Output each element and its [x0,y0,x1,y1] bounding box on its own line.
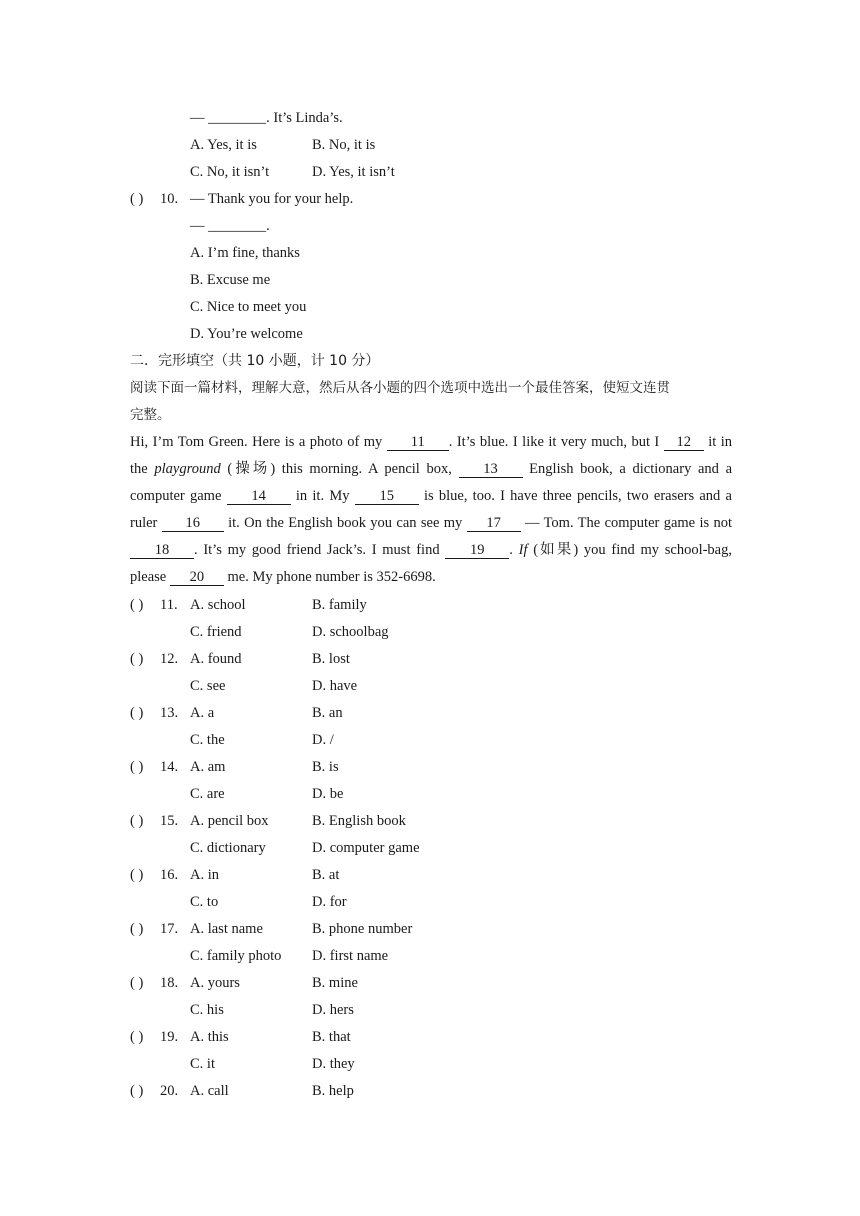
blank-17: 17 [467,515,521,532]
q9-option-c: C. No, it isn’t [190,164,270,180]
option-a: A. a [190,705,215,721]
question-number: 14. [160,759,179,775]
question-number: 15. [160,813,179,829]
question-number: 18. [160,975,179,991]
playground-word: playground [154,461,221,477]
blank-13: 13 [459,461,523,478]
option-d: D. first name [312,948,389,964]
answer-paren: ( ) [130,813,144,829]
q10-answer-paren: ( ) [130,191,144,207]
answer-paren: ( ) [130,1083,144,1099]
q10-option-d: D. You’re welcome [190,326,303,342]
blank-16: 16 [162,515,224,532]
option-b: B. mine [312,975,358,991]
option-d: D. have [312,678,358,694]
blank-19: 19 [445,542,509,559]
q10-number: 10. [160,191,179,207]
blank-14: 14 [227,488,291,505]
answer-paren: ( ) [130,1029,144,1045]
option-d: D. schoolbag [312,624,389,640]
answer-paren: ( ) [130,867,144,883]
answer-paren: ( ) [130,651,144,667]
option-b: B. family [312,597,367,613]
question-number: 19. [160,1029,179,1045]
q9-option-d: D. Yes, it isn’t [312,164,395,180]
blank-12: 12 [664,434,704,451]
blank-15: 15 [355,488,419,505]
question-number: 20. [160,1083,179,1099]
answer-paren: ( ) [130,975,144,991]
option-a: A. am [190,759,226,775]
if-word: If [518,542,528,558]
option-d: D. / [312,732,334,748]
option-b: B. an [312,705,343,721]
section-instructions-1: 阅读下面一篇材料，理解大意，然后从各小题的四个选项中选出一个最佳答案，使短文连贯 [130,380,670,396]
option-a: A. school [190,597,246,613]
q10-answer-line: — ________. [190,218,270,234]
option-a: A. this [190,1029,229,1045]
option-b: B. lost [312,651,350,667]
q10-option-c: C. Nice to meet you [190,299,307,315]
answer-paren: ( ) [130,759,144,775]
question-number: 16. [160,867,179,883]
option-c: C. friend [190,624,242,640]
option-b: B. English book [312,813,406,829]
q9-option-a: A. Yes, it is [190,137,257,153]
question-number: 13. [160,705,179,721]
q9-answer-line: — ________. It’s Linda’s. [190,110,343,126]
section-instructions-2: 完整。 [130,407,171,423]
option-d: D. be [312,786,344,802]
option-d: D. computer game [312,840,420,856]
answer-paren: ( ) [130,921,144,937]
answer-paren: ( ) [130,597,144,613]
q10-option-b: B. Excuse me [190,272,271,288]
answer-paren: ( ) [130,705,144,721]
q10-option-a: A. I’m fine, thanks [190,245,300,261]
q10-prompt: — Thank you for your help. [190,191,354,207]
option-c: C. the [190,732,225,748]
question-number: 12. [160,651,179,667]
option-b: B. phone number [312,921,413,937]
option-b: B. at [312,867,340,883]
blank-20: 20 [170,569,224,586]
option-a: A. yours [190,975,240,991]
q9-option-b: B. No, it is [312,137,376,153]
option-a: A. found [190,651,242,667]
option-d: D. for [312,894,347,910]
cloze-passage: Hi, I’m Tom Green. Here is a photo of my 11 . It’s blue. I like it very much, but I 12 it in the playground (操场) this morning. A pencil box, 13 English book, a dictionary and a computer game 14 in it. My 15 is blue, too. I have three pencils, two erasers and a ruler 16 it. On the English book you can see my 17 — Tom. The computer game is not 18 . It’s my good friend Jack’s. I must find 19 . If (如果) you find my school-bag, please 20 me. My phone number is 352-6698. [130,434,733,585]
option-c: C. to [190,894,219,910]
option-c: C. dictionary [190,840,266,856]
option-b: B. help [312,1083,354,1099]
option-a: A. last name [190,921,263,937]
option-a: A. pencil box [190,813,269,829]
option-c: C. are [190,786,225,802]
option-c: C. his [190,1002,224,1018]
option-b: B. that [312,1029,351,1045]
blank-11: 11 [387,434,449,451]
question-number: 17. [160,921,179,937]
option-b: B. is [312,759,339,775]
option-a: A. in [190,867,219,883]
option-d: D. they [312,1056,355,1072]
option-c: C. it [190,1056,215,1072]
blank-18: 18 [130,542,194,559]
question-number: 11. [160,597,178,613]
option-a: A. call [190,1083,229,1099]
option-c: C. family photo [190,948,282,964]
section-heading: 二．完形填空（共 10 小题，计 10 分） [130,353,380,369]
option-c: C. see [190,678,226,694]
option-d: D. hers [312,1002,354,1018]
